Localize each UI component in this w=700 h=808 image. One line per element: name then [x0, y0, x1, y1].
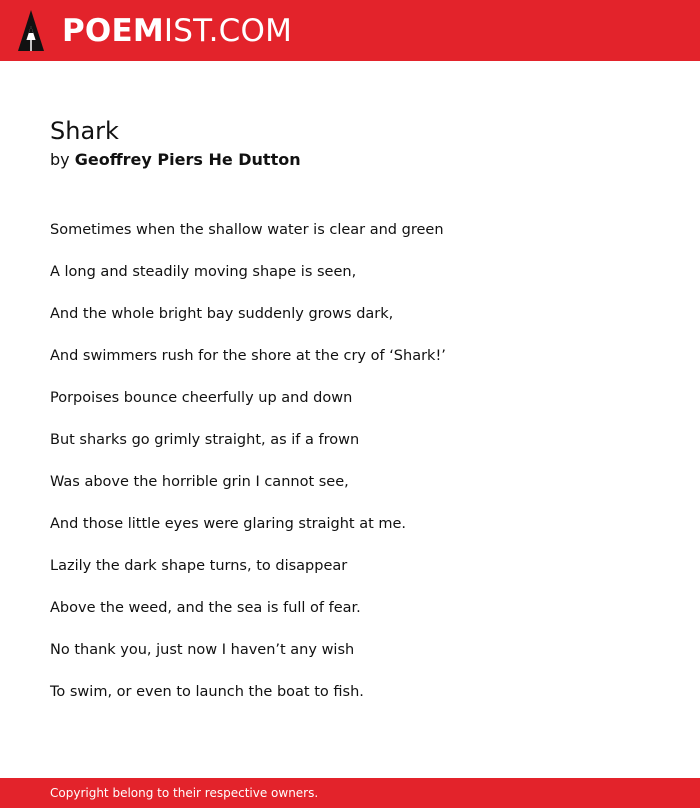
poem-line: And those little eyes were glaring straight at me.	[50, 516, 407, 532]
poem-line: To swim, or even to launch the boat to fish.	[50, 684, 364, 700]
site-footer	[0, 778, 700, 808]
poem-byline	[50, 149, 650, 171]
poem-body	[50, 216, 650, 720]
poem-line: No thank you, just now I haven’t any wish	[50, 642, 355, 658]
site-logo[interactable]	[62, 11, 292, 51]
poem-line: Was above the horrible grin I cannot see,	[50, 474, 349, 490]
poem-line: And the whole bright bay suddenly grows dark,	[50, 306, 394, 322]
byline-label: by	[50, 150, 70, 169]
poem-line: Porpoises bounce cheerfully up and down	[50, 390, 353, 406]
poem-title: Shark	[50, 117, 119, 145]
poem-line: Above the weed, and the sea is full of fear.	[50, 600, 361, 616]
pencil-icon	[18, 10, 44, 51]
logo-text-light: IST.COM	[163, 13, 293, 49]
logo-text-bold: POEM	[62, 13, 164, 49]
poem-content	[50, 114, 650, 720]
poem-line: And swimmers rush for the shore at the cry of ‘Shark!’	[50, 348, 446, 364]
site-header	[0, 0, 700, 61]
poem-line: A long and steadily moving shape is seen,	[50, 264, 357, 280]
poem-line: But sharks go grimly straight, as if a frown	[50, 432, 360, 448]
poem-line: Lazily the dark shape turns, to disappear	[50, 558, 348, 574]
copyright-text: Copyright belong to their respective owners.	[50, 786, 319, 800]
poem-author: Geoffrey Piers He Dutton	[74, 150, 301, 169]
poem-line: Sometimes when the shallow water is clear and green	[50, 222, 444, 238]
